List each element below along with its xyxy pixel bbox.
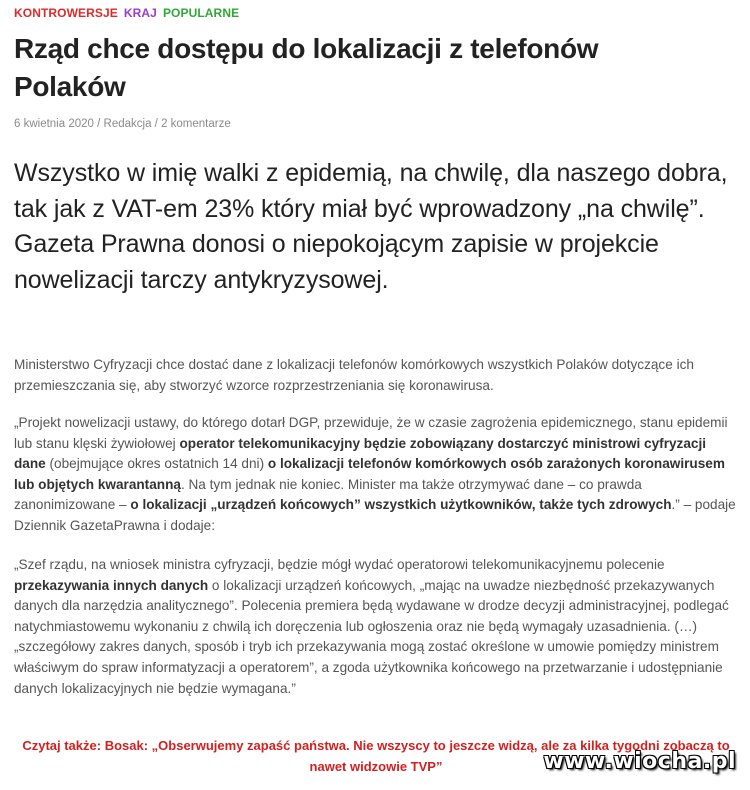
paragraph-3 — [14, 555, 738, 699]
read-also-link[interactable]: Bosak: „Obserwujemy zapaść państwa. Nie wszyscy to jeszcze widzą, ale za kilka tygodni zobaczą to nawet widzowie TVP” — [104, 738, 730, 774]
category-link-kontrowersje[interactable]: KONTROWERSJE — [14, 6, 118, 20]
text: „Szef rządu, na wniosek ministra cyfryzacji, będzie mógł wydać operatorowi telekomunikacyjnemu polecenie — [14, 557, 665, 572]
text: „Projekt nowelizacji ustawy, do którego dotarł DGP, przewiduje, że w czasie zagrożenia epidemicznego, stanu epidemii lub stanu klęski żywiołowej — [14, 415, 728, 451]
bold-text: operator telekomunikacyjny będzie zobowiązany dostarczyć ministrowi cyfryzacji dane — [14, 435, 707, 472]
watermark: www.wiocha.pl — [543, 749, 736, 774]
text: . Na tym jednak nie koniec. Minister ma także otrzymywać dane – co prawda zanonimizowane – — [14, 476, 642, 513]
meta-separator: / — [151, 118, 162, 130]
text: (obejmujące okres ostatnich 14 dni) — [45, 456, 268, 472]
category-link-kraj[interactable]: KRAJ — [123, 6, 157, 20]
bold-text: o lokalizacji telefonów komórkowych osób zarażonych koronawirusem lub objętych kwarantanną — [14, 456, 725, 492]
paragraph-1: Ministerstwo Cyfryzacji chce dostać dane z lokalizacji telefonów komórkowych wszystkich Polaków dotyczące ich przemieszczania się, aby stworzyć wzorce rozprzestrzeniania się koronawirusa. — [14, 357, 694, 393]
read-also-label: Czytaj także: — [22, 738, 105, 753]
bold-text: o lokalizacji „urządzeń końcowych” wszystkich użytkowników, także tych zdrowych — [130, 497, 672, 513]
paragraph-2 — [14, 413, 738, 537]
comments-link[interactable]: 2 komentarze — [161, 118, 231, 130]
article-meta — [14, 118, 231, 130]
text: o lokalizacji urządzeń końcowych, „mając na uwadze niezbędność przekazywanych danych dla narzędzia analitycznego”. Polecenia premiera będą wydawane w drodze decyzji administracyjnej, podlegać natychmiastowemu wykonaniu z chwilą ich doręczenia lub ogłoszenia oraz nie będą wymagały uzasadnienia. (…) „szczegółowy zakres danych, sposób i tryb ich przekazywania mogą zostać określone w umowie pomiędzy ministrem właściwym do spraw informatyzacji a operatorem”, a zgoda użytkownika końcowego na przetwarzanie i udostępnianie danych lokalizacyjnych nie będzie wymagana.” — [14, 577, 729, 696]
article-title: Rząd chce dostępu do lokalizacji z telefonów Polaków — [14, 33, 599, 102]
meta-separator: / — [93, 118, 104, 130]
author-link[interactable]: Redakcja — [103, 118, 152, 130]
text: .” – podaje Dziennik GazetaPrawna i dodaje: — [14, 497, 736, 533]
bold-text: przekazywania innych danych — [14, 577, 209, 593]
category-link-popularne[interactable]: POPULARNE — [162, 6, 240, 20]
post-date: 6 kwietnia 2020 — [14, 118, 94, 130]
category-tags — [14, 6, 245, 20]
article-lead: Wszystko w imię walki z epidemią, na chwilę, dla naszego dobra, tak jak z VAT-em 23% który miał być wprowadzony „na chwilę”. Gazeta Prawna donosi o niepokojącym zapisie w projekcie nowelizacji tarczy antykryzysowej. — [14, 159, 728, 294]
